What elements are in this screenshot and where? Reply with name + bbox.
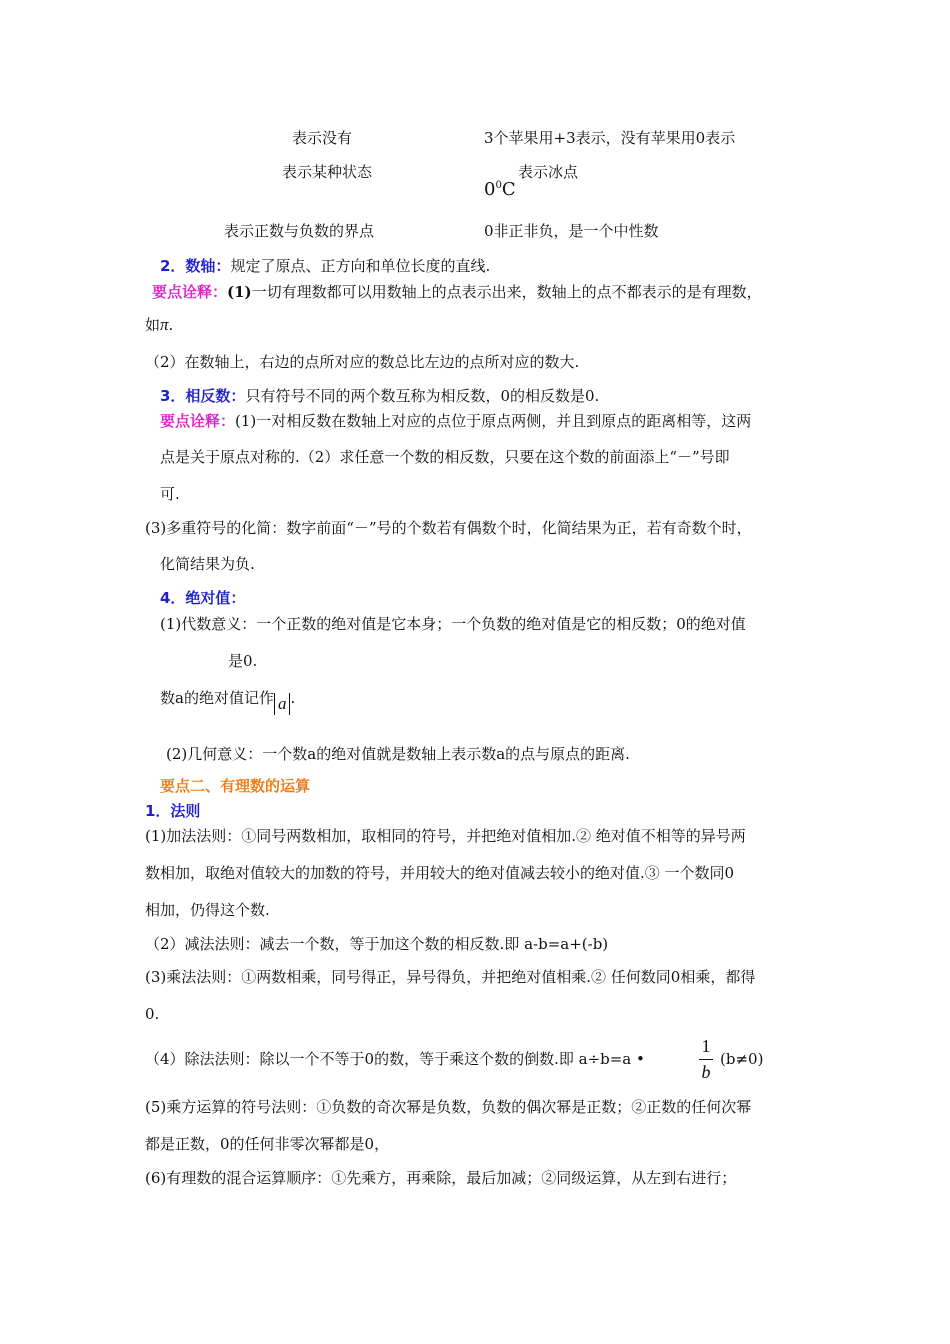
table-cell-right: 0非正非负，是一个中性数 [484, 222, 659, 240]
body-text: (2)几何意义：一个数a的绝对值就是数轴上表示数a的点与原点的距离. [166, 745, 630, 763]
body-text: (3)乘法法则：①两数相乘，同号得正，异号得负，并把绝对值相乘.② 任何数同0相乘，都得 [145, 968, 756, 986]
body-text: 数a的绝对值记作 a . [160, 689, 296, 713]
note-text: （2）在数轴上，右边的点所对应的数总比左边的点所对应的数大. [145, 353, 580, 371]
key-note-label: 要点诠释： [152, 283, 228, 301]
note-text: 可. [160, 485, 180, 503]
table-cell-left: 表示某种状态 [282, 163, 373, 181]
subsection-heading: 1．法则 [145, 802, 201, 820]
section-body: 规定了原点、正方向和单位长度的直线. [230, 257, 491, 275]
body-text: (1)加法法则：①同号两数相加，取相同的符号，并把绝对值相加.② 绝对值不相等的异号两 [145, 827, 746, 845]
key-note-line [160, 411, 751, 431]
note-text: 化简结果为负. [160, 555, 255, 573]
table-cell-right: 表示冰点 [518, 163, 579, 181]
table-cell-left: 表示没有 [292, 129, 353, 147]
key-note-label: 要点诠释： [160, 412, 236, 430]
body-text: (1)代数意义：一个正数的绝对值是它本身；一个负数的绝对值是它的相反数；0的绝对值 [160, 615, 746, 633]
note-text: 一切有理数都可以用数轴上的点表示出来，数轴上的点不都表示的是有理数， [251, 283, 762, 301]
part-heading: 要点二、有理数的运算 [160, 777, 311, 795]
body-text: 数相加，取绝对值较大的加数的符号，并用较大的绝对值减去较小的绝对值.③ 一个数同0 [145, 864, 735, 882]
note-text: 如π. [145, 315, 174, 334]
section-number-line [160, 386, 599, 406]
body-text: (5)乘方运算的符号法则：①负数的奇次幂是负数，负数的偶次幂是正数；②正数的任何次幂 [145, 1098, 752, 1116]
note-text: 点是关于原点对称的.（2）求任意一个数的相反数，只要在这个数的前面添上“－”号即 [160, 448, 730, 466]
section-heading: 2．数轴： [160, 257, 231, 275]
fraction [699, 1036, 713, 1083]
note-text: (1)一对相反数在数轴上对应的点位于原点两侧，并且到原点的距离相等，这两 [235, 412, 752, 430]
body-text: (b≠0) [720, 1050, 764, 1068]
body-text: （4）除法法则：除以一个不等于0的数，等于乘这个数的倒数.即 a÷b=a • [145, 1050, 645, 1068]
body-text: (6)有理数的混合运算顺序：①先乘方，再乘除，最后加减；②同级运算，从左到右进行； [145, 1169, 737, 1187]
body-text: （2）减法法则：减去一个数，等于加这个数的相反数.即 a-b=a+(-b) [145, 935, 609, 953]
section-heading: 3．相反数： [160, 387, 246, 405]
section-number-line [160, 256, 490, 276]
section-heading: 4．绝对值： [160, 589, 246, 607]
note-index: (1) [227, 283, 252, 301]
absolute-value-notation: a [274, 693, 291, 715]
section-body: 只有符号不同的两个数互称为相反数，0的相反数是0. [245, 387, 600, 405]
body-text: 相加，仍得这个数. [145, 901, 270, 919]
key-note-line [152, 282, 762, 302]
body-text: 都是正数，0的任何非零次幂都是0， [145, 1135, 390, 1153]
temperature-symbol: $0^0C$ [484, 179, 516, 200]
body-text: 0. [145, 1005, 160, 1023]
table-cell-left: 表示正数与负数的界点 [224, 222, 375, 240]
pi-symbol: π [160, 315, 169, 334]
fraction-numerator: 1 [701, 1036, 711, 1056]
table-cell-right: 3个苹果用+3表示，没有苹果用0表示 [484, 129, 736, 147]
note-text: (3)多重符号的化简：数字前面“－”号的个数若有偶数个时，化简结果为正，若有奇数个时， [145, 519, 752, 537]
fraction-denominator: b [701, 1062, 711, 1082]
body-text: 是0. [228, 652, 258, 670]
